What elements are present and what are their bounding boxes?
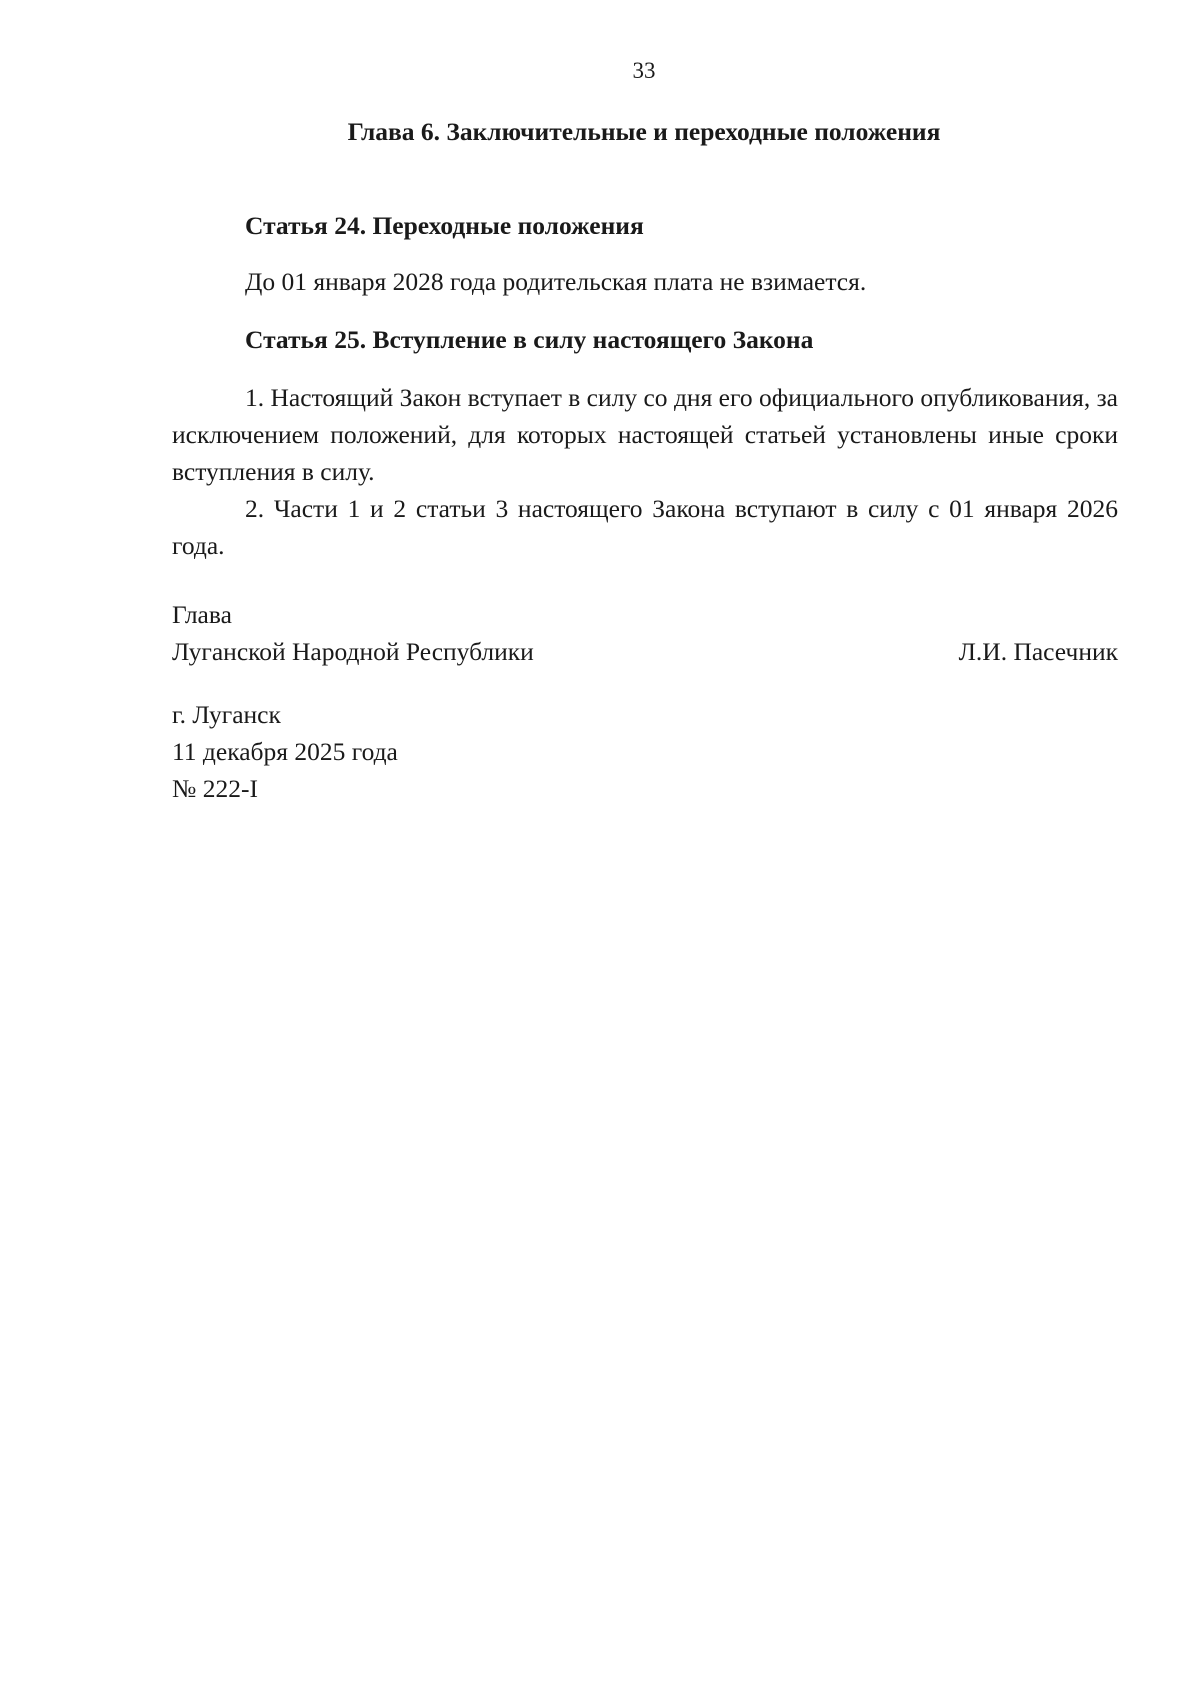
page-number: 33 [632, 58, 656, 83]
signatory-name: Л.И. Пасечник [958, 637, 1118, 666]
document-footer [172, 696, 398, 807]
signature-row [172, 633, 1118, 670]
article-24-text: До 01 января 2028 года родительская плата не взимается. [245, 267, 867, 296]
article-25-paragraph-1: 1. Настоящий Закон вступает в силу со дня его официального опубликования, за исключением положений, для которых настоящей статьей установлены иные сроки вступления в силу. [172, 383, 1118, 486]
signature-position-line2: Луганской Народной Республики [172, 637, 534, 666]
footer-city: г. Луганск [172, 700, 281, 729]
signature-block [172, 596, 1118, 670]
footer-date: 11 декабря 2025 года [172, 737, 398, 766]
article-25-paragraph-2: 2. Части 1 и 2 статьи 3 настоящего Закона вступают в силу с 01 января 2026 года. [172, 494, 1118, 560]
article-24-title: Статья 24. Переходные положения [245, 211, 644, 240]
signature-position-line1: Глава [172, 600, 232, 629]
footer-law-number: № 222-I [172, 774, 258, 803]
article-25-title: Статья 25. Вступление в силу настоящего Закона [245, 325, 814, 354]
article-25-body [172, 379, 1118, 564]
chapter-title: Глава 6. Заключительные и переходные положения [347, 117, 941, 146]
